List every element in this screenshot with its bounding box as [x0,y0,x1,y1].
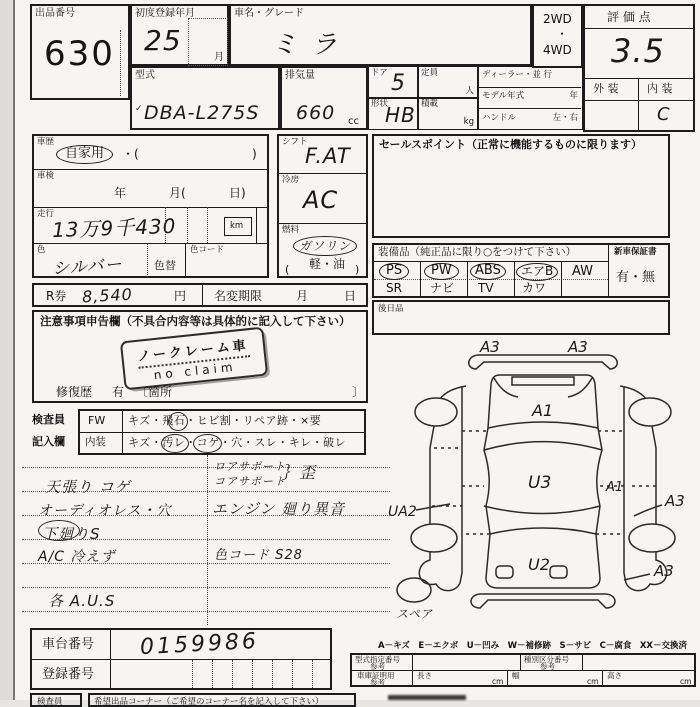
r-ticket-value: 8,540 [81,284,134,307]
divider [352,670,695,671]
divider [256,207,257,243]
divider [147,243,148,277]
divider [279,173,366,174]
damage-rear-right: A3 [654,562,674,580]
divider [120,30,121,96]
garage-label: 車庫証明用 [357,671,395,680]
repair-history-label: 修復歴 [56,385,93,399]
divider [520,655,521,670]
load-label: 積載 [421,99,439,109]
divider [374,261,608,262]
divider [185,243,186,277]
repair-history-value: 有 [112,385,125,399]
divider [479,108,581,109]
divider [412,655,413,686]
shift-label: シフト [282,137,308,147]
pen-circle-koge [193,434,222,453]
damage-front-left: A3 [480,338,500,356]
wheel-rear-right [629,524,675,552]
fw-row-head: FW [88,414,106,427]
interior-label: 内 装 [647,82,673,95]
digit-guide [212,660,213,688]
ac-label: 冷房 [282,175,300,185]
lot-number-label: 出品番号 [35,8,75,19]
taillight-left [496,566,513,578]
spare-label: スペア [396,607,433,621]
displacement-label: 排気量 [285,70,315,81]
shape-value: HB [385,103,416,127]
type-ref-label: 型式指定番号 [355,655,400,664]
no-claim-jp: ノークレーム車 [136,334,249,369]
divider [32,659,330,660]
car-name-value: ミラ [271,30,352,60]
note-ac: A/C 冷えず [38,549,116,565]
damage-side-left: UA2 [388,504,417,520]
divider [507,670,508,686]
notes-divider [207,455,208,625]
chassis-label: 車台番号 [42,637,95,652]
rename-deadline-label: 名変期限 [214,289,263,303]
inspector-label-2: 記入欄 [32,435,65,448]
mileage-value: 13万9千430 [51,213,177,243]
repair-place-open: 〔箇所 [136,385,173,399]
divider [207,207,208,243]
ruled-line [22,611,390,612]
sales-point-box [372,134,670,238]
damage-legend: A－キズ E－エクボ U－凹み W－補修跡 S－サビ C－腐食 XX－交換済 [378,641,687,651]
garage-sub: 参考 [370,678,385,687]
height-label: 高さ [607,671,622,680]
width-label: 幅 [512,671,520,680]
shaken-month: 月( [169,186,186,200]
divider [34,243,267,244]
leader-a3-rear [624,574,650,580]
history-label: 車歴 [37,137,55,147]
color-label: 色 [37,245,46,255]
bottom-inspector-box [30,693,82,707]
mileage-label: 走行 [37,209,55,219]
notice-box [32,310,368,403]
equipment-grid [372,243,670,298]
model-code-label: 型式 [135,70,155,81]
damage-front-right: A3 [568,338,588,356]
note-core-support: コアサポート [214,475,286,488]
car-name-label: 車名・グレード [234,8,304,19]
equip-leather: カワ [522,281,547,295]
no-claim-stamp [120,327,268,391]
color-change-label: 色替 [154,259,176,272]
rear-window-top [484,506,600,514]
color-value: シルバー [51,254,124,280]
corner-request-box [88,693,356,707]
later-items-box [372,300,670,335]
pen-circle-tobiishi [168,412,188,431]
fuel-other: 軽・油 [309,257,346,271]
digit-guide [192,660,193,688]
first-registration-label: 初度登録年月 [135,8,195,19]
equip-pw: PW [424,263,459,280]
displacement-value: 660 [296,102,336,124]
handle-label: ハンドル [482,113,517,123]
door-cell [368,66,418,99]
divider [585,100,693,101]
divider [585,28,693,29]
pen-circle-yogore [161,434,189,453]
warranty-value: 有・無 [616,270,656,285]
sales-point-label: セールスポイント（正常に機能するものに限ります） [379,138,643,151]
equipment-header: 装備品（純正品に限り○をつけて下さい） [378,246,577,258]
equip-aw: AW [572,264,594,279]
month-label: 月 [214,52,224,63]
history-value: 自家用 [56,145,113,164]
inspector-grid [78,409,366,455]
divider [608,245,609,297]
equip-abs: ABS [470,263,506,280]
shift-value: F.AT [305,144,351,168]
rename-month: 月 [296,289,309,303]
score-value: 3.5 [611,32,665,70]
height-cm: cm [680,677,692,686]
cc-unit: cc [348,116,359,127]
shaken-day: 日) [229,186,246,200]
divider [165,207,166,243]
first-registration-value: 25 [144,24,182,57]
note-audioless: オーディオレス・穴 [38,503,172,519]
type-ref-sub: 参考 [370,662,385,671]
shaken-label: 車検 [37,171,55,181]
fuel-paren-close: ) [355,263,360,276]
equip-navi: ナビ [430,281,455,295]
divider [514,261,515,297]
note-distortion: ｝歪 [282,463,317,482]
note-underside: 下廻りS [42,525,101,543]
divider [279,223,366,224]
damage-diagram [388,338,700,638]
lot-number-value: 630 [44,34,115,74]
page-edge [0,0,15,700]
divider [187,207,188,243]
class-ref-label: 種別区分番号 [524,655,569,664]
digit-guide [252,660,253,688]
model-year-label: モデル年式 [482,91,525,101]
model-year-unit: 年 [569,91,578,101]
damage-roof: U3 [528,473,552,493]
equip-ps: PS [379,263,409,280]
digit-guide [312,660,313,688]
divider [585,78,693,79]
drive-type-box [532,4,583,68]
spare-tire [397,578,431,602]
note-engine-noise: エンジン 廻り異音 [212,500,346,518]
door-value: 5 [391,71,406,96]
divider [80,432,365,433]
digit-guide [272,660,273,688]
notice-header: 注意事項申告欄（不具合内容等は具体的に記入して下さい） [40,314,351,328]
note-color-code: 色コード S28 [214,548,303,563]
fuel-value: ガソリン [293,236,357,256]
divider [561,261,562,297]
rear-window-bottom [490,528,596,534]
equip-airbag: エアB [516,263,558,281]
chassis-box [30,628,332,690]
a-pillar-left [494,378,518,397]
note-lower-support: ロアサポート [214,460,286,473]
divider [420,261,421,297]
load-cell [418,97,478,130]
first-registration-box [130,4,229,66]
fuel-label: 燃料 [282,225,300,235]
shape-label: 形状 [371,99,389,109]
windshield-bottom [484,442,602,450]
lot-number-box [30,4,130,100]
leader-a3-right [634,505,662,516]
chassis-value: 0159986 [139,628,260,661]
rear-bumper [471,594,615,608]
exterior-label: 外 装 [593,82,619,95]
inspector-label-1: 検査員 [32,413,65,426]
pen-circle-underside [38,520,80,541]
history-paren-open: ・( [122,147,139,161]
print-smudge [388,695,466,700]
yen-unit: 円 [174,289,187,303]
color-code-label: 色コード [190,245,225,255]
r-ticket-row [32,283,368,307]
drive-4wd: 4WD [543,43,572,57]
load-unit: kg [463,116,474,127]
a-pillar-right [568,378,592,397]
front-bumper [469,355,617,369]
shape-cell [368,97,418,130]
interior-grade-value: C [657,104,671,125]
no-claim-en: no claim [153,359,238,383]
damage-hood: A1 [532,401,554,420]
score-label: 評 価 点 [607,10,651,24]
capacity-cell [418,66,478,99]
divider [602,670,603,686]
history-paren-close: ) [252,147,257,161]
fw-row-items: キズ・飛石・ヒビ割・リペア跡・×要 [128,414,322,427]
vehicle-info-box [32,134,269,278]
registration-label: 登録番号 [42,667,95,682]
interior-row-head: 内装 [85,436,106,448]
shaken-year: 年 [114,186,127,200]
later-items-label: 後日品 [378,304,404,314]
interior-row-items: キズ・汚レ・コゲ・穴・スレ・キレ・破レ [128,436,347,449]
equip-sr: SR [386,281,402,295]
divider [34,169,267,170]
digit-guide [292,660,293,688]
reference-table [350,653,696,687]
divider [34,207,267,208]
equip-tv: TV [478,281,494,295]
score-box [583,4,695,132]
warranty-label: 新車保証書 [614,247,657,257]
handle-value: 左・右 [552,113,578,123]
wheel-rear-left [411,524,457,552]
r-ticket-label: R券 [46,289,67,303]
divider [467,261,468,297]
drive-2wd: 2WD [543,12,572,26]
bottom-inspector-label: 検査員 [37,697,63,707]
rename-day: 日 [344,289,357,303]
dealer-stack [478,66,583,130]
wheel-front-left [415,398,457,426]
damage-hatch: U2 [528,555,550,574]
wheel-front-right [629,398,671,426]
ruled-line [22,587,390,588]
taillight-right [550,566,567,578]
class-ref-sub: 参考 [540,662,555,671]
model-code-box [130,66,280,130]
model-code-value: DBA-L275S [144,102,260,124]
fuel-paren-open: ( [285,263,290,276]
divider [202,285,203,306]
damage-side-right: A3 [665,492,685,510]
cowl [512,377,574,385]
divider [582,655,583,670]
left-panel-lines [432,448,462,506]
km-unit: km [230,221,244,231]
divider [479,87,581,88]
capacity-label: 定員 [421,68,439,78]
damage-door-right: A1 [606,480,624,495]
ac-value: AC [303,186,339,214]
note-each-aus: 各 A.U.S [48,592,116,610]
km-unit-box [224,217,252,236]
corner-request-label: 希望出品コーナー（ご希望のコーナー名を記入して下さい） [94,697,324,707]
leader-ua2 [416,504,450,510]
digit-guide [232,660,233,688]
shift-ac-fuel-box [277,134,368,278]
dealer-label: ディーラー・並 行 [482,70,553,80]
repair-place-close: 〕 [352,385,365,399]
windshield-top [488,422,598,428]
door-label: ドア [371,68,388,78]
divider [638,78,639,130]
width-cm: cm [587,677,599,686]
note-ceiling: 天張り コゲ [45,478,131,496]
drive-dot: ・ [556,27,569,41]
capacity-unit: 人 [465,85,474,96]
length-cm: cm [492,677,504,686]
displacement-box [280,66,368,130]
length-label: 長さ [417,671,432,680]
check-mark: ✓ [135,104,144,114]
ruled-line [22,467,390,468]
car-name-box [229,4,532,66]
